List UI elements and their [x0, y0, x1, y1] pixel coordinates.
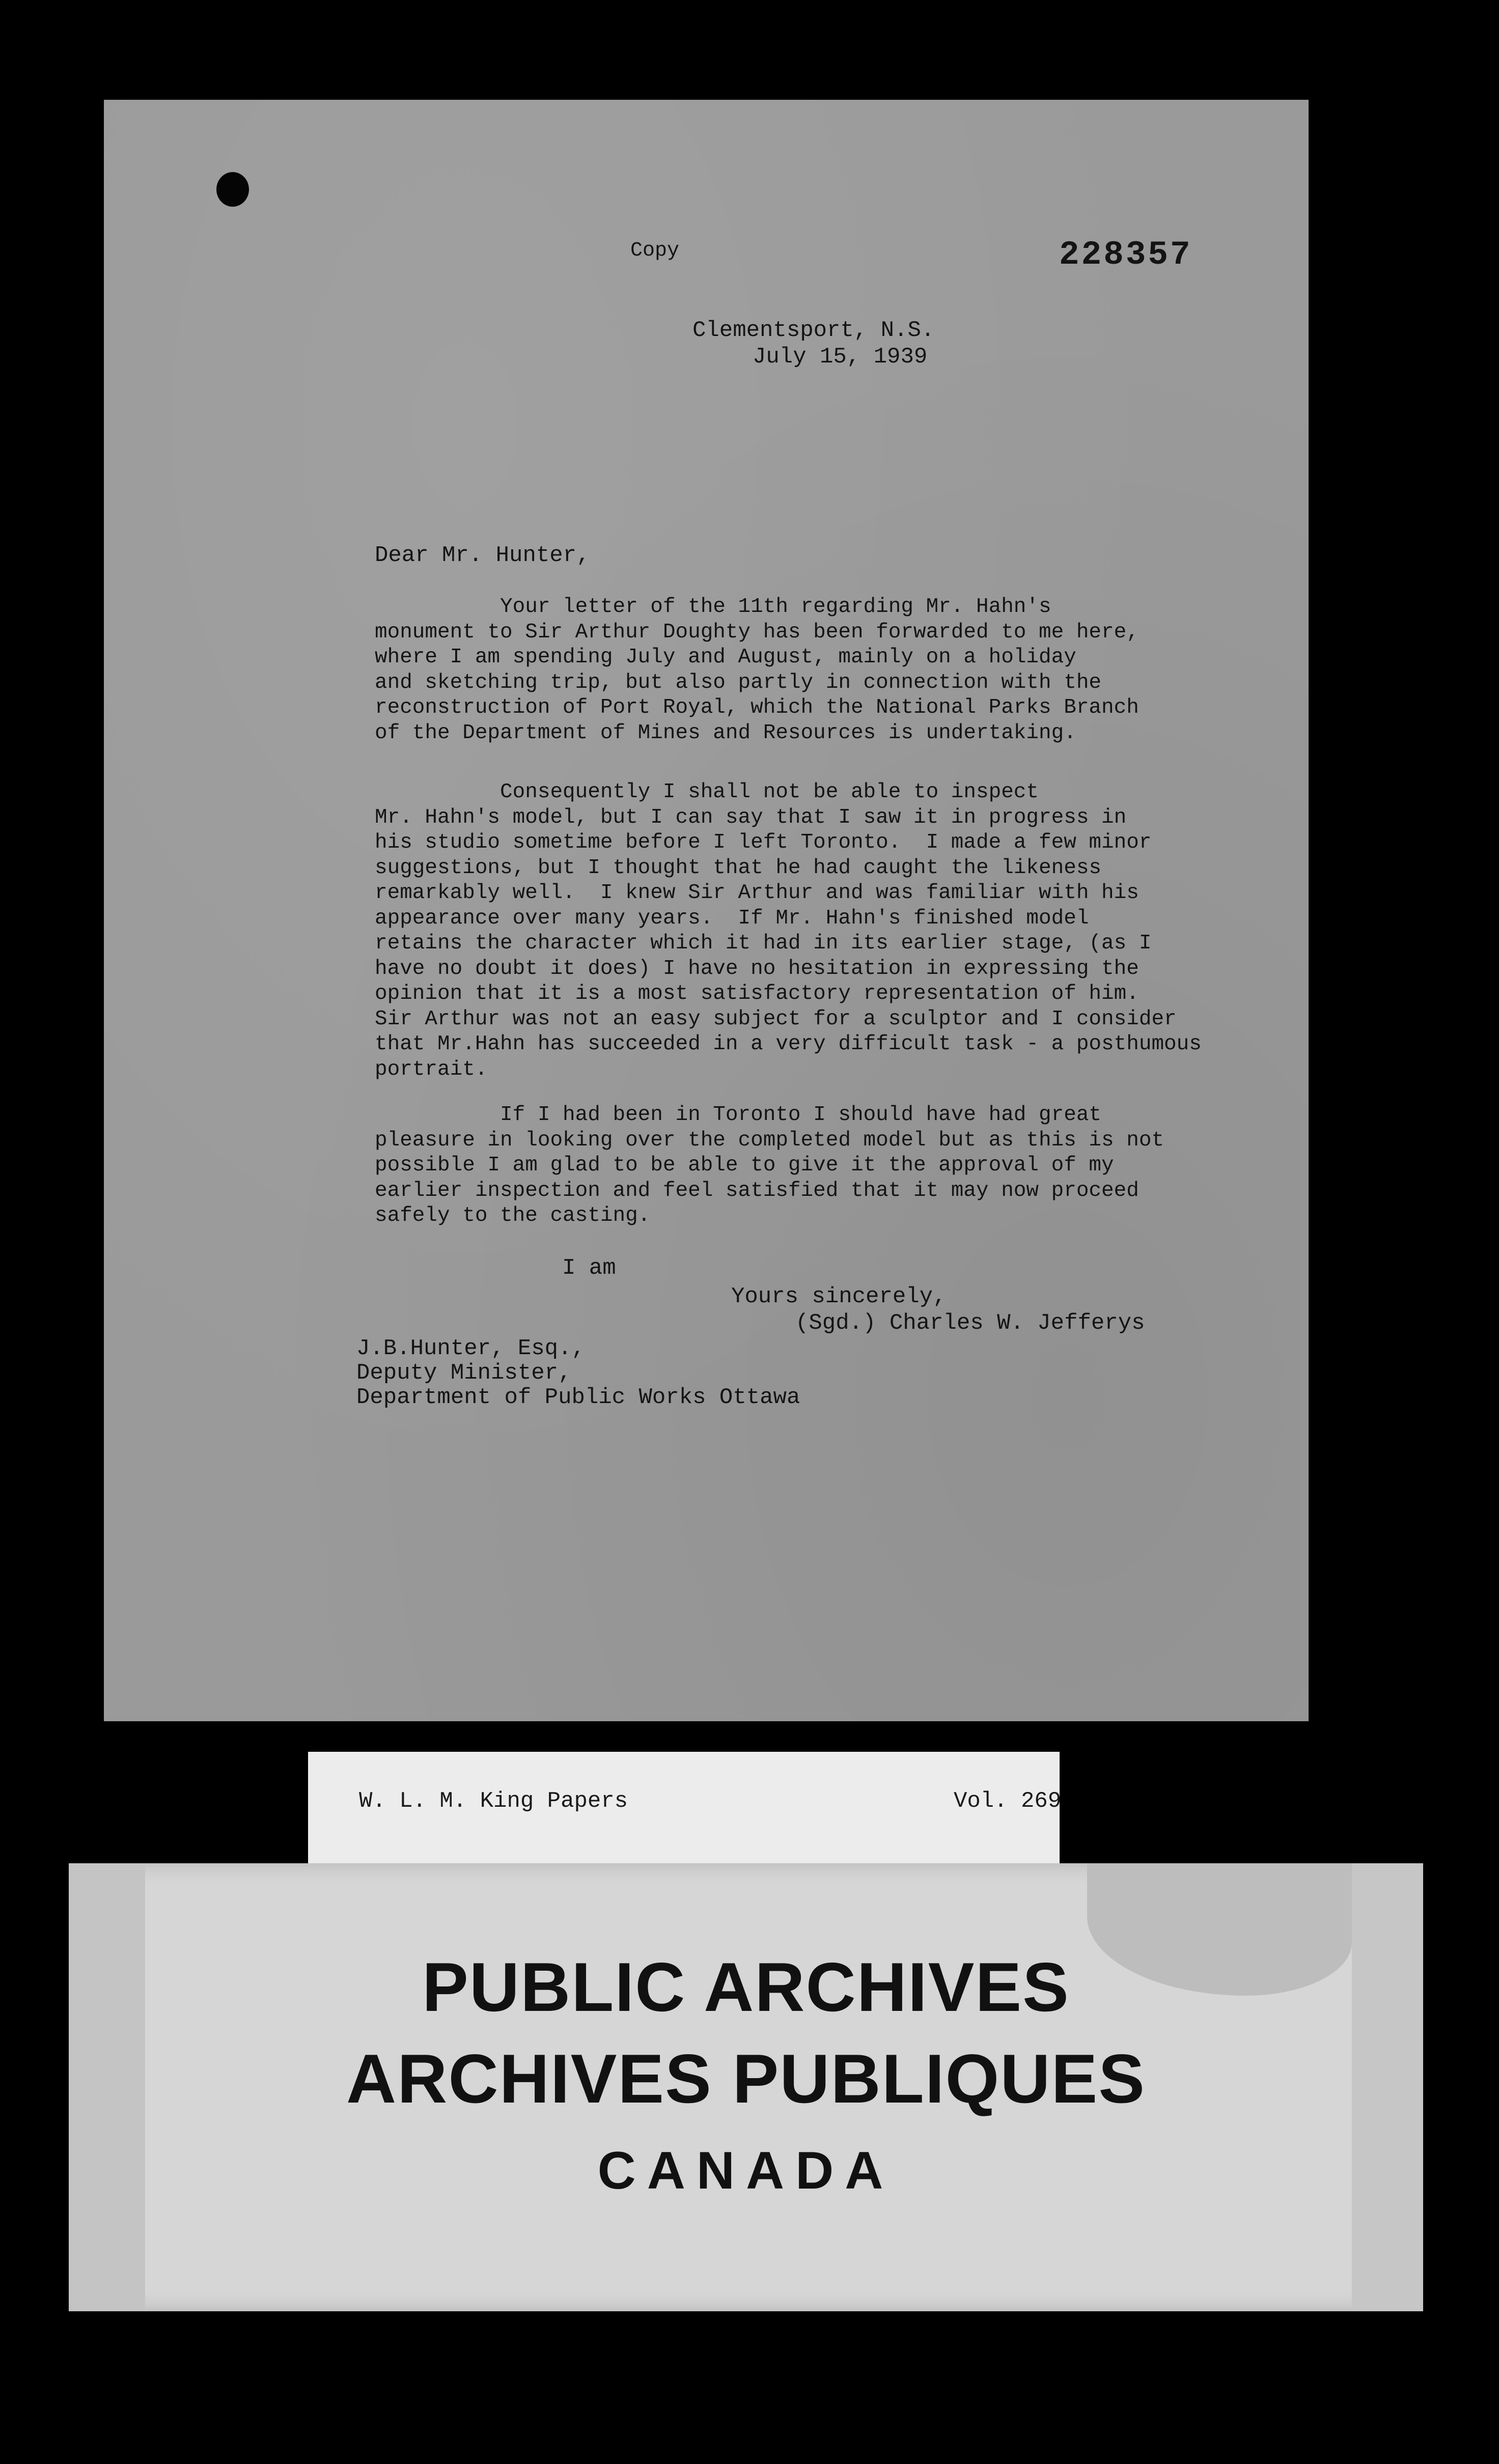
paragraph-line: possible I am glad to be able to give it the approval of my: [375, 1154, 1114, 1177]
paragraph-line: opinion that it is a most satisfactory representation of him.: [375, 982, 1139, 1005]
archive-title-french: ARCHIVES PUBLIQUES: [346, 2040, 1146, 2117]
signature: (Sgd.) Charles W. Jefferys: [795, 1310, 1145, 1336]
volume-number: Vol. 269: [954, 1788, 1062, 1814]
archive-title-english: PUBLIC ARCHIVES: [422, 1948, 1070, 2026]
collection-label-strip: [308, 1752, 1060, 1864]
letter-date: July 15, 1939: [753, 344, 928, 370]
paragraph-line: of the Department of Mines and Resources is undertaking.: [375, 721, 1076, 745]
paragraph-line: appearance over many years. If Mr. Hahn's finished model: [375, 906, 1089, 930]
salutation: Dear Mr. Hunter,: [375, 543, 590, 568]
paragraph-line: pleasure in looking over the completed model but as this is not: [375, 1128, 1164, 1152]
paragraph-line: safely to the casting.: [375, 1204, 651, 1227]
paragraph-line: remarkably well. I knew Sir Arthur and was familiar with his: [375, 881, 1139, 905]
paragraph-line: his studio sometime before I left Toronto. I made a few minor: [375, 831, 1152, 854]
punch-hole: [216, 172, 249, 207]
paragraph-line: retains the character which it had in its earlier stage, (as I: [375, 932, 1152, 955]
paragraph-line: have no doubt it does) I have no hesitation in expressing the: [375, 957, 1139, 981]
letter-paragraph: [375, 780, 1210, 1082]
paragraph-line: If I had been in Toronto I should have had great: [375, 1103, 1102, 1127]
copy-label: Copy: [630, 239, 680, 262]
paragraph-line: portrait.: [375, 1057, 488, 1081]
paragraph-line: Consequently I shall not be able to inspect: [375, 780, 1039, 804]
document-number: 228357: [1059, 236, 1192, 274]
letter-paragraph: [375, 595, 1210, 746]
paragraph-line: Mr. Hahn's model, but I can say that I saw it in progress in: [375, 805, 1127, 829]
closing-i-am: I am: [562, 1255, 616, 1281]
addressee-line: Department of Public Works Ottawa: [356, 1385, 800, 1410]
paragraph-line: Sir Arthur was not an easy subject for a sculptor and I consider: [375, 1007, 1177, 1031]
paragraph-line: Your letter of the 11th regarding Mr. Hahn's: [375, 595, 1051, 619]
paragraph-line: reconstruction of Port Royal, which the National Parks Branch: [375, 696, 1139, 719]
archive-country: CANADA: [597, 2141, 895, 2200]
collection-name: W. L. M. King Papers: [359, 1788, 628, 1814]
closing-yours-sincerely: Yours sincerely,: [731, 1284, 947, 1309]
paragraph-line: and sketching trip, but also partly in connection with the: [375, 670, 1102, 694]
paragraph-line: suggestions, but I thought that he had caught the likeness: [375, 856, 1102, 880]
archive-card: [69, 1863, 1423, 2311]
letter-place: Clementsport, N.S.: [692, 318, 935, 343]
addressee-line: J.B.Hunter, Esq.,: [356, 1336, 585, 1361]
paragraph-line: monument to Sir Arthur Doughty has been forwarded to me here,: [375, 620, 1139, 644]
paragraph-line: where I am spending July and August, mainly on a holiday: [375, 646, 1076, 669]
addressee-line: Deputy Minister,: [356, 1360, 572, 1386]
paragraph-line: that Mr.Hahn has succeeded in a very difficult task - a posthumous: [375, 1032, 1202, 1056]
letter-paragraph: [375, 1103, 1210, 1229]
paragraph-line: earlier inspection and feel satisfied that it may now proceed: [375, 1179, 1139, 1202]
